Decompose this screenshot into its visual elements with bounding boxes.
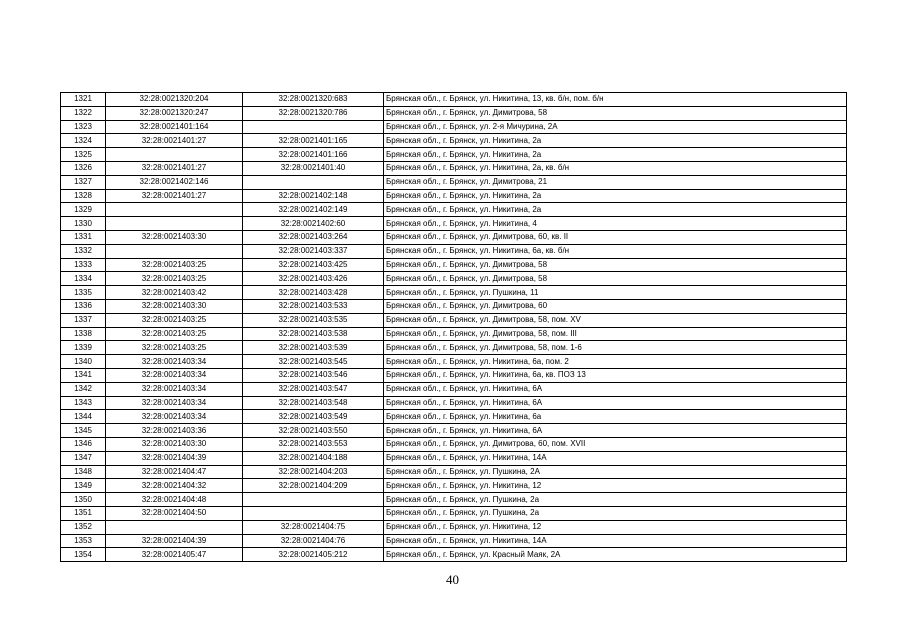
row-number-cell: 1328 (61, 189, 106, 203)
table-row (61, 286, 847, 300)
table-row (61, 493, 847, 507)
cadastral-number-cell: 32:28:0021403:25 (106, 272, 243, 286)
cadastral-number-cell: 32:28:0021401:27 (106, 189, 243, 203)
row-number-cell: 1335 (61, 286, 106, 300)
address-cell: Брянская обл., г. Брянск, ул. Никитина, 13, кв. б/н, пом. б/н (384, 93, 847, 107)
cadastral-number-cell (106, 217, 243, 231)
object-cadastral-number-cell: 32:28:0021404:75 (243, 520, 384, 534)
object-cadastral-number-cell: 32:28:0021404:188 (243, 451, 384, 465)
row-number-cell: 1349 (61, 479, 106, 493)
cadastral-number-cell: 32:28:0021404:39 (106, 451, 243, 465)
cadastral-number-cell: 32:28:0021402:146 (106, 175, 243, 189)
table-row (61, 148, 847, 162)
address-cell: Брянская обл., г. Брянск, ул. Никитина, 6А (384, 382, 847, 396)
cadastral-number-cell: 32:28:0021403:36 (106, 424, 243, 438)
row-number-cell: 1325 (61, 148, 106, 162)
address-cell: Брянская обл., г. Брянск, ул. Пушкина, 2А (384, 465, 847, 479)
object-cadastral-number-cell: 32:28:0021403:264 (243, 230, 384, 244)
address-cell: Брянская обл., г. Брянск, ул. Никитина, 6А (384, 424, 847, 438)
object-cadastral-number-cell (243, 506, 384, 520)
object-cadastral-number-cell: 32:28:0021403:545 (243, 355, 384, 369)
cadastral-number-cell: 32:28:0021403:25 (106, 341, 243, 355)
row-number-cell: 1347 (61, 451, 106, 465)
cadastral-number-cell (106, 203, 243, 217)
cadastral-number-cell (106, 244, 243, 258)
table-row (61, 548, 847, 562)
cadastral-number-cell: 32:28:0021401:164 (106, 120, 243, 134)
cadastral-number-cell: 32:28:0021403:25 (106, 313, 243, 327)
table-row (61, 258, 847, 272)
cadastral-number-cell: 32:28:0021403:30 (106, 299, 243, 313)
row-number-cell: 1324 (61, 134, 106, 148)
object-cadastral-number-cell: 32:28:0021404:76 (243, 534, 384, 548)
address-cell: Брянская обл., г. Брянск, ул. Никитина, 6А (384, 396, 847, 410)
object-cadastral-number-cell: 32:28:0021404:209 (243, 479, 384, 493)
row-number-cell: 1329 (61, 203, 106, 217)
table-row (61, 106, 847, 120)
table-row (61, 93, 847, 107)
object-cadastral-number-cell: 32:28:0021403:533 (243, 299, 384, 313)
object-cadastral-number-cell (243, 175, 384, 189)
table-body (61, 93, 847, 562)
row-number-cell: 1338 (61, 327, 106, 341)
object-cadastral-number-cell (243, 120, 384, 134)
cadastral-number-cell: 32:28:0021403:34 (106, 396, 243, 410)
row-number-cell: 1337 (61, 313, 106, 327)
row-number-cell: 1348 (61, 465, 106, 479)
address-cell: Брянская обл., г. Брянск, ул. Димитрова, 60, пом. XVII (384, 437, 847, 451)
address-cell: Брянская обл., г. Брянск, ул. Никитина, 2а (384, 203, 847, 217)
cadastral-number-cell (106, 520, 243, 534)
table-row (61, 424, 847, 438)
row-number-cell: 1351 (61, 506, 106, 520)
address-cell: Брянская обл., г. Брянск, ул. Димитрова, 58 (384, 272, 847, 286)
row-number-cell: 1333 (61, 258, 106, 272)
cadastral-number-cell: 32:28:0021404:48 (106, 493, 243, 507)
object-cadastral-number-cell: 32:28:0021405:212 (243, 548, 384, 562)
row-number-cell: 1330 (61, 217, 106, 231)
row-number-cell: 1336 (61, 299, 106, 313)
address-cell: Брянская обл., г. Брянск, ул. Димитрова, 58, пом. III (384, 327, 847, 341)
address-cell: Брянская обл., г. Брянск, ул. Никитина, 6а, пом. 2 (384, 355, 847, 369)
table-row (61, 368, 847, 382)
cadastral-number-cell: 32:28:0021403:30 (106, 230, 243, 244)
table-row (61, 534, 847, 548)
object-cadastral-number-cell: 32:28:0021401:40 (243, 161, 384, 175)
table-row (61, 410, 847, 424)
cadastral-number-cell (106, 148, 243, 162)
cadastral-number-cell: 32:28:0021403:42 (106, 286, 243, 300)
address-cell: Брянская обл., г. Брянск, ул. Красный Маяк, 2А (384, 548, 847, 562)
object-cadastral-number-cell: 32:28:0021402:148 (243, 189, 384, 203)
row-number-cell: 1322 (61, 106, 106, 120)
address-cell: Брянская обл., г. Брянск, ул. Димитрова, 60, кв. II (384, 230, 847, 244)
table-row (61, 313, 847, 327)
page-number: 40 (446, 572, 459, 587)
cadastral-number-cell: 32:28:0021403:34 (106, 368, 243, 382)
cadastral-number-cell: 32:28:0021404:50 (106, 506, 243, 520)
row-number-cell: 1353 (61, 534, 106, 548)
address-cell: Брянская обл., г. Брянск, ул. 2-я Мичурина, 2А (384, 120, 847, 134)
address-cell: Брянская обл., г. Брянск, ул. Димитрова, 58 (384, 106, 847, 120)
address-cell: Брянская обл., г. Брянск, ул. Димитрова, 60 (384, 299, 847, 313)
object-cadastral-number-cell: 32:28:0021403:550 (243, 424, 384, 438)
address-cell: Брянская обл., г. Брянск, ул. Никитина, 2а (384, 148, 847, 162)
cadastral-number-cell: 32:28:0021320:247 (106, 106, 243, 120)
address-cell: Брянская обл., г. Брянск, ул. Пушкина, 2а (384, 493, 847, 507)
object-cadastral-number-cell: 32:28:0021401:165 (243, 134, 384, 148)
object-cadastral-number-cell: 32:28:0021401:166 (243, 148, 384, 162)
cadastral-number-cell: 32:28:0021403:34 (106, 410, 243, 424)
table-row (61, 451, 847, 465)
cadastral-number-cell: 32:28:0021404:39 (106, 534, 243, 548)
table-row (61, 465, 847, 479)
address-cell: Брянская обл., г. Брянск, ул. Никитина, 12 (384, 520, 847, 534)
object-cadastral-number-cell: 32:28:0021403:337 (243, 244, 384, 258)
object-cadastral-number-cell: 32:28:0021403:426 (243, 272, 384, 286)
address-cell: Брянская обл., г. Брянск, ул. Никитина, 2а (384, 189, 847, 203)
address-cell: Брянская обл., г. Брянск, ул. Димитрова, 58 (384, 258, 847, 272)
object-cadastral-number-cell: 32:28:0021320:683 (243, 93, 384, 107)
address-cell: Брянская обл., г. Брянск, ул. Никитина, 14А (384, 451, 847, 465)
table-row (61, 244, 847, 258)
object-cadastral-number-cell: 32:28:0021402:60 (243, 217, 384, 231)
table-row (61, 230, 847, 244)
address-cell: Брянская обл., г. Брянск, ул. Димитрова, 58, пом. 1-6 (384, 341, 847, 355)
object-cadastral-number-cell: 32:28:0021403:553 (243, 437, 384, 451)
table-row (61, 161, 847, 175)
object-cadastral-number-cell: 32:28:0021403:538 (243, 327, 384, 341)
row-number-cell: 1345 (61, 424, 106, 438)
table-row (61, 327, 847, 341)
row-number-cell: 1339 (61, 341, 106, 355)
address-cell: Брянская обл., г. Брянск, ул. Пушкина, 2а (384, 506, 847, 520)
object-cadastral-number-cell: 32:28:0021403:425 (243, 258, 384, 272)
table-row (61, 355, 847, 369)
row-number-cell: 1326 (61, 161, 106, 175)
address-cell: Брянская обл., г. Брянск, ул. Никитина, 14А (384, 534, 847, 548)
table-row (61, 396, 847, 410)
row-number-cell: 1331 (61, 230, 106, 244)
row-number-cell: 1341 (61, 368, 106, 382)
row-number-cell: 1344 (61, 410, 106, 424)
object-cadastral-number-cell: 32:28:0021403:539 (243, 341, 384, 355)
row-number-cell: 1343 (61, 396, 106, 410)
table-row (61, 341, 847, 355)
cadastral-number-cell: 32:28:0021404:47 (106, 465, 243, 479)
object-cadastral-number-cell: 32:28:0021402:149 (243, 203, 384, 217)
cadastral-number-cell: 32:28:0021320:204 (106, 93, 243, 107)
table-row (61, 520, 847, 534)
address-cell: Брянская обл., г. Брянск, ул. Димитрова, 58, пом. XV (384, 313, 847, 327)
row-number-cell: 1342 (61, 382, 106, 396)
row-number-cell: 1321 (61, 93, 106, 107)
table-row (61, 217, 847, 231)
cadastral-number-cell: 32:28:0021401:27 (106, 161, 243, 175)
object-cadastral-number-cell: 32:28:0021403:549 (243, 410, 384, 424)
cadastral-number-cell: 32:28:0021403:34 (106, 355, 243, 369)
address-cell: Брянская обл., г. Брянск, ул. Пушкина, 11 (384, 286, 847, 300)
address-cell: Брянская обл., г. Брянск, ул. Димитрова, 21 (384, 175, 847, 189)
address-cell: Брянская обл., г. Брянск, ул. Никитина, 2а (384, 134, 847, 148)
table-row (61, 175, 847, 189)
table-row (61, 189, 847, 203)
cadastral-number-cell: 32:28:0021403:34 (106, 382, 243, 396)
address-cell: Брянская обл., г. Брянск, ул. Никитина, 12 (384, 479, 847, 493)
address-cell: Брянская обл., г. Брянск, ул. Никитина, 6а (384, 410, 847, 424)
object-cadastral-number-cell: 32:28:0021403:428 (243, 286, 384, 300)
table-row (61, 437, 847, 451)
table-row (61, 506, 847, 520)
row-number-cell: 1323 (61, 120, 106, 134)
table-row (61, 272, 847, 286)
cadastral-number-cell: 32:28:0021403:25 (106, 258, 243, 272)
address-cell: Брянская обл., г. Брянск, ул. Никитина, 2а, кв. б/н (384, 161, 847, 175)
object-cadastral-number-cell: 32:28:0021404:203 (243, 465, 384, 479)
row-number-cell: 1354 (61, 548, 106, 562)
row-number-cell: 1340 (61, 355, 106, 369)
object-cadastral-number-cell: 32:28:0021320:786 (243, 106, 384, 120)
object-cadastral-number-cell: 32:28:0021403:535 (243, 313, 384, 327)
object-cadastral-number-cell: 32:28:0021403:547 (243, 382, 384, 396)
table-row (61, 299, 847, 313)
cadastral-number-cell: 32:28:0021404:32 (106, 479, 243, 493)
cadastral-number-cell: 32:28:0021405:47 (106, 548, 243, 562)
table-row (61, 203, 847, 217)
table-row (61, 120, 847, 134)
cadastral-table (60, 92, 847, 562)
row-number-cell: 1334 (61, 272, 106, 286)
row-number-cell: 1327 (61, 175, 106, 189)
table-row (61, 382, 847, 396)
cadastral-number-cell: 32:28:0021403:30 (106, 437, 243, 451)
row-number-cell: 1346 (61, 437, 106, 451)
table-row (61, 479, 847, 493)
row-number-cell: 1332 (61, 244, 106, 258)
table-row (61, 134, 847, 148)
object-cadastral-number-cell (243, 493, 384, 507)
address-cell: Брянская обл., г. Брянск, ул. Никитина, 4 (384, 217, 847, 231)
object-cadastral-number-cell: 32:28:0021403:548 (243, 396, 384, 410)
row-number-cell: 1352 (61, 520, 106, 534)
row-number-cell: 1350 (61, 493, 106, 507)
object-cadastral-number-cell: 32:28:0021403:546 (243, 368, 384, 382)
address-cell: Брянская обл., г. Брянск, ул. Никитина, 6а, кв. б/н (384, 244, 847, 258)
cadastral-number-cell: 32:28:0021401:27 (106, 134, 243, 148)
cadastral-number-cell: 32:28:0021403:25 (106, 327, 243, 341)
address-cell: Брянская обл., г. Брянск, ул. Никитина, 6а, кв. ПОЗ 13 (384, 368, 847, 382)
